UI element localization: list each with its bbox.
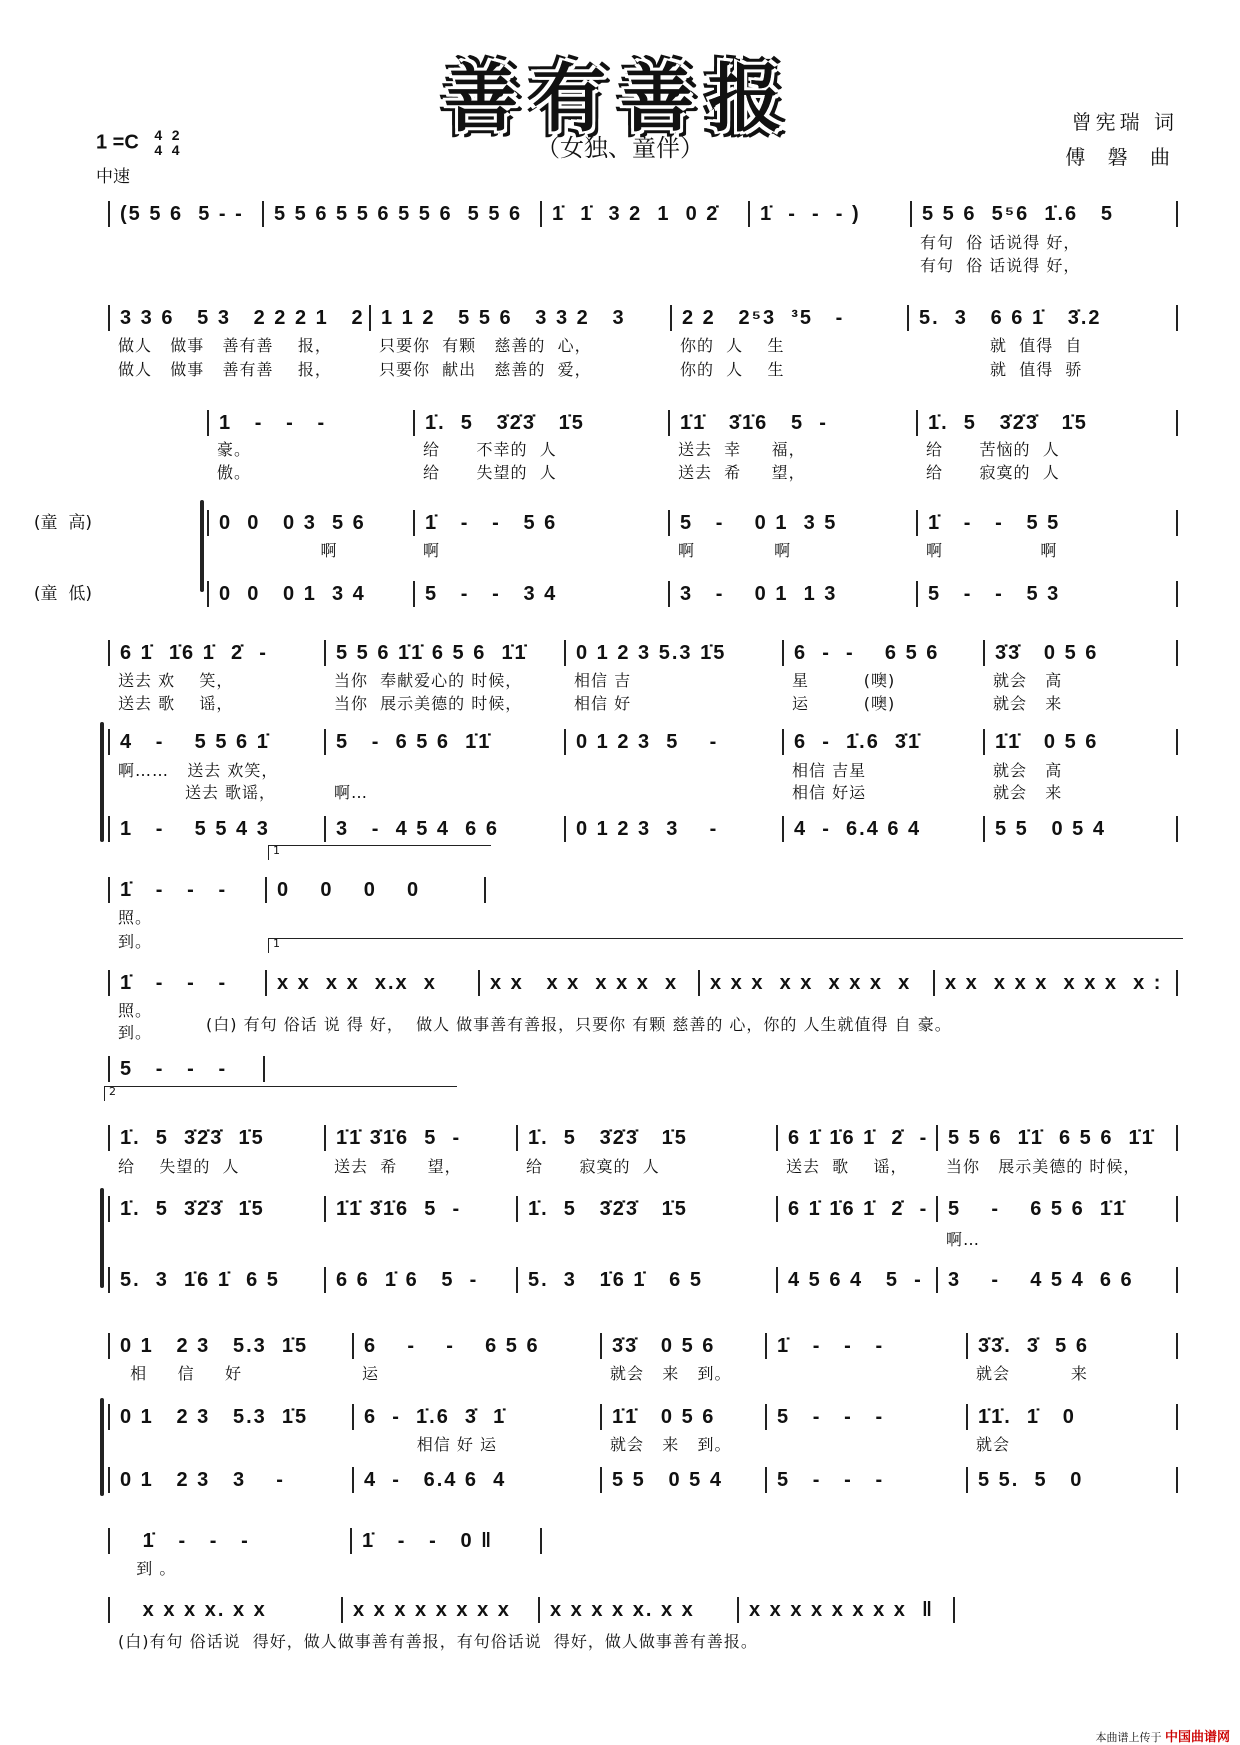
notation-staff [0, 970, 1240, 996]
notation-staff [0, 410, 1240, 436]
lyric-segment: 就会 来 [976, 1364, 1088, 1383]
measure: 1̇1̇ 3̇1̇6 5 - [324, 1196, 516, 1222]
measure: 6 - 1̇.6 3̇ 1̇ [352, 1404, 600, 1430]
volta-1-bracket: 1 [268, 845, 491, 860]
measure: 1 - - - [207, 410, 413, 436]
lyric-segment: 就会 [976, 1435, 1011, 1454]
footer-text: 本曲谱上传于 [1095, 1731, 1162, 1744]
measure: 5. 3 1̇6 1̇ 6 5 [516, 1267, 776, 1293]
measure: 5 - - - [108, 1056, 265, 1082]
notation-staff [0, 1267, 1240, 1293]
ts-top: 4 [154, 127, 163, 143]
measure: 1̇ - - 5 6 [413, 510, 668, 536]
lyric-segment: 到。 [118, 932, 153, 951]
composer-credit: 傅 磐 曲 [1065, 145, 1178, 169]
lyric-segment: (白) 有句 俗话 说 得 好， 做人 做事善有善报，只要你 有颗 慈善的 心，你的 人生就值得 自 豪。 [206, 1015, 952, 1034]
lyric-segment: 给 寂寞的 人 [526, 1157, 660, 1176]
measure: 5 5 0 5 4 [600, 1467, 765, 1493]
lyric-segment: 就会 高 [993, 761, 1063, 780]
voice-label: (童 低) [33, 584, 92, 604]
measure: 0 1 2 3 5.3 1̇5 [108, 1404, 352, 1430]
measure: 0 1 2 3 3 - [108, 1467, 352, 1493]
lyric-segment: (白)有句 俗话说 得好，做人做事善有善报，有句俗话说 得好，做人做事善有善报。 [118, 1632, 758, 1651]
measure: 6 6 1̇ 6 5 - [324, 1267, 516, 1293]
measure: x x x x x x x x ‖ [737, 1597, 955, 1623]
measure: 3̇3̇ 0 5 6 [983, 640, 1178, 666]
measure: 1̇ - - 0 ‖ [350, 1528, 542, 1554]
measure: 3̇3̇. 3̇ 5 6 [966, 1333, 1178, 1359]
voice-label: (童 高) [33, 513, 92, 533]
lyric-line [0, 1156, 1240, 1182]
lyric-segment [108, 1434, 352, 1460]
lyric-segment [564, 782, 782, 808]
lyric-segment: 送去 幸 福， [678, 440, 806, 459]
lyric-segment [748, 255, 910, 281]
lyric-segment: 运 (噢) [792, 694, 896, 713]
lyric-segment: 给 寂寞的 人 [926, 463, 1060, 482]
measure: 1̇ - - - [765, 1333, 966, 1359]
measure: 5 - 6 5 6 1̇1̇ [324, 729, 564, 755]
lyric-line [0, 540, 1240, 566]
lyric-segment: 啊 啊 [926, 541, 1058, 560]
measure: x x x x. x x [108, 1597, 341, 1623]
ts-bottom: 4 [171, 142, 180, 158]
measure: x x x x x.x x [265, 970, 478, 996]
lyric-segment: 就会 来 [993, 783, 1063, 802]
lyric-segment: 送去 欢 笑， [118, 671, 234, 690]
measure: 4 5 6 4 5 - [776, 1267, 936, 1293]
measure: (5 5 6 5 - - [108, 201, 262, 227]
measure: 1̇. 5 3̇2̇3̇ 1̇5 [413, 410, 668, 436]
lyric-segment: 就会 高 [993, 671, 1063, 690]
lyric-segment: 星 (噢) [792, 671, 896, 690]
measure: 1̇ 1̇ 3 2 1 0 2̇ [540, 201, 748, 227]
lyric-line [0, 1558, 1240, 1584]
measure: 3 3 6 5 3 2 2 2 1 2 [108, 305, 369, 331]
lyric-segment: 做人 做事 善有善 报， [118, 336, 332, 355]
lyric-segment [540, 255, 748, 281]
lyric-segment: 就会 来 到。 [610, 1435, 732, 1454]
measure: 6 - - 6 5 6 [782, 640, 983, 666]
lyric-segment: 相 信 好 [118, 1364, 243, 1383]
measure: 1̇. 5 3̇2̇3̇ 1̇5 [516, 1196, 776, 1222]
lyric-segment: 送去 希 望， [334, 1157, 462, 1176]
measure: 1̇1̇ 3̇1̇6 5 - [668, 410, 916, 436]
lyric-segment: 就 值得 自 [917, 336, 1083, 355]
measure: 0 1 2 3 5.3 1̇5 [108, 1333, 352, 1359]
measure: 5. 3 1̇6 1̇ 6 5 [108, 1267, 324, 1293]
children-choir-brace [200, 500, 204, 592]
lyric-segment: 你的 人 生 [680, 336, 785, 355]
measure: 1̇ - - 5 5 [916, 510, 1178, 536]
lyric-segment: 啊 [423, 541, 441, 560]
lyric-segment: 送去 歌谣， [118, 783, 277, 802]
measure: 1̇. 5 3̇2̇3̇ 1̇5 [516, 1125, 776, 1151]
notation-staff [0, 1125, 1240, 1151]
lyric-segment: 有句 俗 话说得 好， [920, 256, 1081, 275]
lyric-segment: 给 苦恼的 人 [926, 440, 1060, 459]
lyric-segment: 就会 来 [993, 694, 1063, 713]
site-logo: 中国曲谱网 [1164, 1730, 1230, 1745]
measure: 1̇1̇ 0 5 6 [600, 1404, 765, 1430]
lyric-segment: 给 不幸的 人 [423, 440, 557, 459]
song-title: 善有善报 [444, 56, 796, 142]
lyric-segment: 送去 歌 谣， [118, 694, 234, 713]
lyric-segment: 啊… [946, 1230, 981, 1249]
measure: 4 - 6.4 6 4 [352, 1467, 600, 1493]
lyric-segment: 相信 好 运 [362, 1435, 497, 1454]
measure: 5 5 6 1̇1̇ 6 5 6 1̇1̇ [324, 640, 564, 666]
lyric-line [0, 462, 1240, 488]
measure: 0 0 0 1 3 4 [207, 581, 413, 607]
notation-staff [0, 877, 1240, 903]
measure: x x x x x x x x x : [933, 970, 1178, 996]
notation-staff [0, 816, 1240, 842]
lyric-segment: 相信 好 [574, 694, 632, 713]
measure: 6 - - 6 5 6 [352, 1333, 600, 1359]
lyric-segment: 做人 做事 善有善 报， [118, 360, 332, 379]
measure: 1 - 5 5 4 3 [108, 816, 324, 842]
lyric-segment: 当你 展示美德的 时候， [334, 694, 523, 713]
lyric-segment: 相信 吉 [574, 671, 632, 690]
lyric-segment: 啊… [334, 783, 369, 802]
lyric-segment: 只要你 献出 慈善的 爱， [379, 360, 592, 379]
measure: 4 - 5 5 6 1̇ [108, 729, 324, 755]
lyric-segment: 就 值得 骄 [917, 360, 1083, 379]
lyric-segment: 啊 啊 [678, 541, 792, 560]
measure: 6 1̇ 1̇6 1̇ 2̇ - [776, 1125, 936, 1151]
lyric-segment: 给 失望的 人 [423, 463, 557, 482]
volta-1-bracket: 1 [268, 938, 1183, 953]
measure: 0 1 2 3 5.3 1̇5 [564, 640, 782, 666]
measure: 1̇ - - - ) [748, 201, 910, 227]
choir-brace [100, 1188, 104, 1288]
lyric-line [0, 335, 1240, 361]
measure: 0 1 2 3 3 - [564, 816, 782, 842]
lyric-segment: 运 [362, 1364, 380, 1383]
lyric-segment: 给 失望的 人 [118, 1157, 240, 1176]
lyric-line [0, 782, 1240, 808]
measure: 1̇1̇. 1̇ 0 [966, 1404, 1178, 1430]
lyric-segment: 照。 [118, 1001, 153, 1020]
measure: 6 1̇ 1̇6 1̇ 2̇ - [776, 1196, 936, 1222]
measure: 1̇1̇ 0 5 6 [983, 729, 1178, 755]
measure: 5 5 0 5 4 [983, 816, 1178, 842]
lyric-line [0, 255, 1240, 281]
measure: 1̇. 5 3̇2̇3̇ 1̇5 [916, 410, 1178, 436]
lyric-line [0, 693, 1240, 719]
lyric-segment [108, 1229, 324, 1255]
lyric-segment [765, 1363, 966, 1389]
notation-staff [0, 1196, 1240, 1222]
lyric-segment [108, 255, 262, 281]
ts-bottom: 4 [154, 142, 163, 158]
lyricist-credit: 曾宪瑞 词 [1071, 110, 1178, 134]
lyric-line [0, 1022, 1240, 1048]
lyric-segment [776, 1229, 936, 1255]
measure: 5 - 0 1 3 5 [668, 510, 916, 536]
lyric-segment: 当你 奉献爱心的 时候， [334, 671, 523, 690]
measure: 5 5. 5 0 [966, 1467, 1178, 1493]
choir-brace [100, 722, 104, 842]
time-signature-4-4 [154, 128, 162, 158]
measure: 3 - 0 1 1 3 [668, 581, 916, 607]
notation-staff [0, 1056, 1240, 1082]
measure: 6 - 1̇.6 3̇1̇ [782, 729, 983, 755]
measure: 0 1 2 3 5 - [564, 729, 782, 755]
lyric-segment: 啊 [217, 541, 338, 560]
measure: 3 - 4 5 4 6 6 [936, 1267, 1178, 1293]
measure: x x x x x. x x [538, 1597, 737, 1623]
volta-2-bracket: 2 [104, 1086, 457, 1101]
lyric-segment: 送去 歌 谣， [786, 1157, 908, 1176]
notation-staff [0, 1404, 1240, 1430]
lyric-segment: 豪。 [217, 440, 252, 459]
measure: 5 - - 3 4 [413, 581, 668, 607]
lyric-line [0, 1631, 1240, 1657]
lyric-segment: 相信 好运 [792, 783, 867, 802]
measure: 1̇. 5 3̇2̇3̇ 1̇5 [108, 1196, 324, 1222]
tempo-marking: 中速 [96, 167, 130, 187]
lyric-segment: 相信 吉星 [792, 761, 867, 780]
measure: 0 0 0 0 [265, 877, 486, 903]
lyric-line [0, 1434, 1240, 1460]
measure: x x x x x x x x [478, 970, 698, 996]
lyric-segment: 傲。 [217, 463, 252, 482]
notation-staff [0, 581, 1240, 607]
lyric-segment: 当你 展示美德的 时候， [946, 1157, 1141, 1176]
lyric-segment: 有句 俗 话说得 好， [920, 233, 1081, 252]
lyric-segment [324, 1229, 516, 1255]
notation-staff [0, 305, 1240, 331]
lyric-segment: 送去 希 望， [678, 463, 806, 482]
lyric-segment [262, 255, 540, 281]
lyric-segment: 到。 [118, 1023, 153, 1042]
lyric-segment [765, 1434, 966, 1460]
lyric-line [0, 1363, 1240, 1389]
measure: 5 5 6 1̇1̇ 6 5 6 1̇1̇ [936, 1125, 1178, 1151]
notation-staff [0, 510, 1240, 536]
measure: 3̇3̇ 0 5 6 [600, 1333, 765, 1359]
subtitle: （女独、童伴） [536, 134, 704, 162]
measure: 1̇. 5 3̇2̇3̇ 1̇5 [108, 1125, 324, 1151]
measure: 4 - 6.4 6 4 [782, 816, 983, 842]
notation-staff [0, 1528, 1240, 1554]
notation-staff [0, 1333, 1240, 1359]
key-signature [96, 128, 180, 158]
notation-staff [0, 1597, 1240, 1623]
lyric-line [0, 1229, 1240, 1255]
ts-top: 2 [171, 127, 180, 143]
notation-staff [0, 201, 1240, 227]
time-signature-2-4 [172, 128, 180, 158]
measure: 6 1̇ 1̇6 1̇ 2̇ - [108, 640, 324, 666]
measure: 5 - - - [765, 1467, 966, 1493]
footer [1095, 1726, 1230, 1745]
notation-staff [0, 640, 1240, 666]
lyric-segment: 到 。 [118, 1559, 177, 1578]
measure: 1̇ - - - [108, 877, 265, 903]
lyric-segment: 你的 人 生 [680, 360, 785, 379]
measure: x x x x x x x x [341, 1597, 538, 1623]
measure: 2 2 2⁵3 ³5 - [670, 305, 907, 331]
measure: 1̇ - - - [108, 970, 265, 996]
lyric-segment [516, 1229, 776, 1255]
notation-staff [0, 1467, 1240, 1493]
choir-brace [100, 1398, 104, 1496]
measure: 5 - - - [765, 1404, 966, 1430]
lyric-line [0, 359, 1240, 385]
key-text: 1 =C [96, 131, 139, 154]
notation-staff [0, 729, 1240, 755]
measure: 5 - 6 5 6 1̇1̇ [936, 1196, 1178, 1222]
measure: 5 5 6 5⁵6 1̇.6 5 [910, 201, 1178, 227]
lyric-line [0, 907, 1240, 933]
lyric-segment: 只要你 有颗 慈善的 心， [379, 336, 592, 355]
measure: 5. 3 6 6 1̇ 3̇.2 [907, 305, 1178, 331]
measure: 3 - 4 5 4 6 6 [324, 816, 564, 842]
lyric-segment: 啊…… 送去 欢笑， [118, 761, 279, 780]
measure: 1̇1̇ 3̇1̇6 5 - [324, 1125, 516, 1151]
lyric-segment: 照。 [118, 908, 153, 927]
lyric-segment: 就会 来 到。 [610, 1364, 732, 1383]
measure: 0 0 0 3 5 6 [207, 510, 413, 536]
measure: x x x x x x x x x [698, 970, 933, 996]
measure: 5 5 6 5 5 6 5 5 6 5 5 6 [262, 201, 540, 227]
measure: 1̇ - - - [108, 1528, 350, 1554]
measure: 5 - - 5 3 [916, 581, 1178, 607]
measure: 1 1 2 5 5 6 3 3 2 3 [369, 305, 670, 331]
